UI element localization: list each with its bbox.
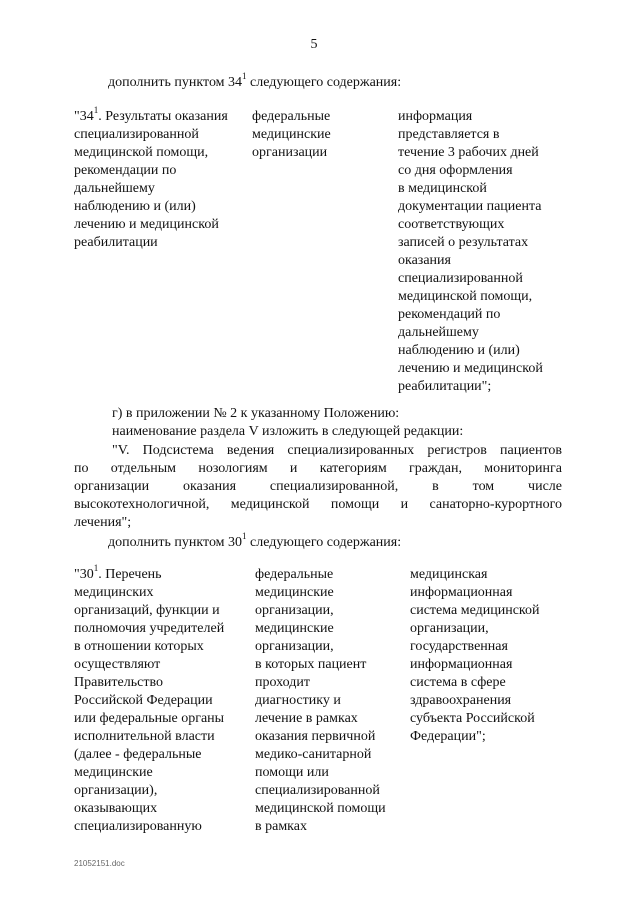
table2-col3-line: система в сфере <box>410 675 506 690</box>
intro-tail: следующего содержания: <box>246 75 402 90</box>
table2-col2-line: в рамках <box>255 819 307 834</box>
table2-col3-line: система медицинской <box>410 603 540 618</box>
table1-col3-line: лечению и медицинской <box>398 361 543 376</box>
section-v-line: "V. Подсистема ведения специализированных регистров пациентов <box>112 443 562 458</box>
table1-col3-line: оказания <box>398 253 451 268</box>
table1-column-2 <box>252 108 331 162</box>
table2-col3-line: государственная <box>410 639 508 654</box>
table2-col2-line: медицинские <box>255 621 334 636</box>
table2-col2-line: медицинской помощи <box>255 801 386 816</box>
table2-col2-line: в которых пациент <box>255 657 367 672</box>
paragraph-g: г) в приложении № 2 к указанному Положению: <box>112 406 400 421</box>
section-v-line: организации оказания специализированной, в том числе <box>74 479 562 494</box>
table1-col2-line: организации <box>252 145 328 160</box>
text: "30 <box>74 567 94 582</box>
table2-col1-line: организации), <box>74 783 158 798</box>
text: . Перечень <box>98 567 162 582</box>
table1-col3-line: рекомендаций по <box>398 307 501 322</box>
table1-col3-line: наблюдению и (или) <box>398 343 520 358</box>
table2-col2-line: диагностику и <box>255 693 341 708</box>
table1-col1-line: рекомендации по <box>74 163 177 178</box>
table2-col1-line: в отношении которых <box>74 639 204 654</box>
table2-col3-line: здравоохранения <box>410 693 512 708</box>
table2-col1-line: специализированную <box>74 819 202 834</box>
table2-col2-line: оказания первичной <box>255 729 376 744</box>
table1-col1-line: лечению и медицинской <box>74 217 219 232</box>
table1-column-3 <box>398 108 543 396</box>
table2-col1-line: исполнительной власти <box>74 729 215 744</box>
table1-col1-line: дальнейшему <box>74 181 155 196</box>
table2-col2-line: организации, <box>255 603 334 618</box>
table2-col1-line: Российской Федерации <box>74 693 213 708</box>
table2-col2-line: медицинские <box>255 585 334 600</box>
table1-col1-line: медицинской помощи, <box>74 145 209 160</box>
text: "34 <box>74 109 94 124</box>
table1-col3-line: со дня оформления <box>398 163 513 178</box>
table1-col3-line: течение 3 рабочих дней <box>398 145 539 160</box>
table2-col1-line: медицинских <box>74 585 154 600</box>
table2-col3-line: Федерации"; <box>410 729 486 744</box>
table1-col2-line: федеральные <box>252 109 331 124</box>
table2-col2-line: лечение в рамках <box>255 711 358 726</box>
table2-col2-line: специализированной <box>255 783 380 798</box>
table2-col2-line: медико-санитарной <box>255 747 372 762</box>
intro-paragraph-30 <box>108 531 402 552</box>
table2-col2-line: организации, <box>255 639 334 654</box>
table2-col2-line: федеральные <box>255 567 334 582</box>
table2-col3-line: информационная <box>410 657 513 672</box>
table1-col2-line: медицинские <box>252 127 331 142</box>
superscript: 1 <box>93 105 99 116</box>
table1-col3-line: в медицинской <box>398 181 487 196</box>
table1-col3-line: медицинской помощи, <box>398 289 533 304</box>
table2-col1-line: полномочия учредителей <box>74 621 225 636</box>
paragraph-section-name: наименование раздела V изложить в следующей редакции: <box>112 424 464 439</box>
superscript: 1 <box>242 531 247 542</box>
table2-col1-line: (далее - федеральные <box>74 747 202 762</box>
table1-col3-line: специализированной <box>398 271 523 286</box>
table2-col1-line: организаций, функции и <box>74 603 220 618</box>
table1-col3-line: документации пациента <box>398 199 542 214</box>
table1-col3-line: представляется в <box>398 127 500 142</box>
table2-col3-line: организации, <box>410 621 489 636</box>
table2-column-2 <box>255 566 386 836</box>
table1-col3-line: реабилитации"; <box>398 379 492 394</box>
table1-col3-line: информация <box>398 109 473 124</box>
table2-column-3 <box>410 566 540 746</box>
section-v-line: по отдельным нозологиям и категориям граждан, мониторинга <box>74 461 562 476</box>
table1-col1-line: специализированной <box>74 127 199 142</box>
table1-col1-line: реабилитации <box>74 235 158 250</box>
table2-col1-line: Правительство <box>74 675 163 690</box>
table1-col3-line: записей о результатах <box>398 235 529 250</box>
table2-col3-line: субъекта Российской <box>410 711 535 726</box>
superscript: 1 <box>93 563 99 574</box>
intro-tail: следующего содержания: <box>246 535 402 550</box>
table2-col1-line: оказывающих <box>74 801 158 816</box>
table2-col1-line: или федеральные органы <box>74 711 225 726</box>
document-footer: 21052151.doc <box>74 859 125 868</box>
intro-text: дополнить пунктом 30 <box>108 535 243 550</box>
table1-col1-line: наблюдению и (или) <box>74 199 196 214</box>
table2-col1-line: осуществляют <box>74 657 161 672</box>
table2-col2-line: помощи или <box>255 765 329 780</box>
superscript: 1 <box>242 71 247 82</box>
table2-column-1 <box>74 563 225 836</box>
section-v-line: лечения"; <box>74 515 132 530</box>
table1-col3-line: дальнейшему <box>398 325 479 340</box>
page-number: 5 <box>310 37 318 52</box>
table2-row-first <box>74 563 224 584</box>
section-v-line: высокотехнологичной, медицинской помощи и санаторно-курортного <box>74 497 562 512</box>
table1-row-first <box>74 105 228 126</box>
intro-paragraph-34 <box>108 71 402 92</box>
table1-col3-line: соответствующих <box>398 217 505 232</box>
table2-col3-line: медицинская <box>410 567 488 582</box>
table2-col2-line: проходит <box>255 675 310 690</box>
table2-col3-line: информационная <box>410 585 513 600</box>
table2-col1-line: медицинские <box>74 765 153 780</box>
text: . Результаты оказания <box>98 109 228 124</box>
intro-text: дополнить пунктом 34 <box>108 75 243 90</box>
table1-column-1 <box>74 105 228 252</box>
